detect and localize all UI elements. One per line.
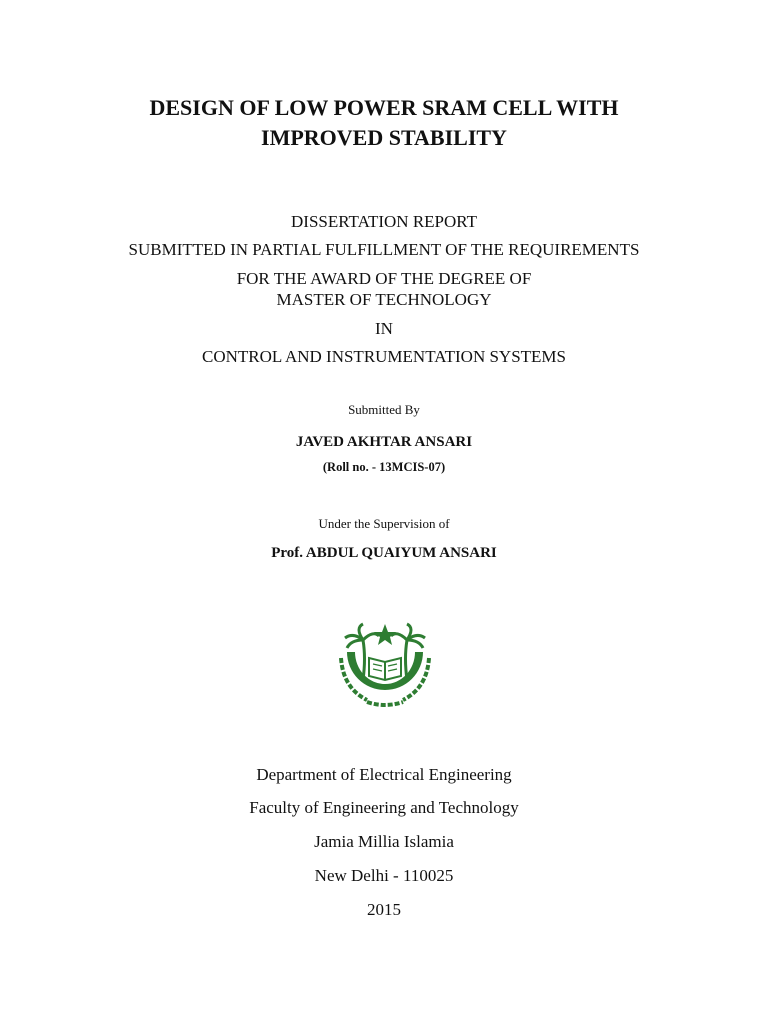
city-postcode: New Delhi - 110025 [314,866,454,885]
roll-number: (Roll no. - 13MCIS-07) [322,460,446,474]
university-name: Jamia Millia Islamia [314,832,454,851]
degree-in: IN [375,319,393,338]
degree-name: MASTER OF TECHNOLOGY [276,290,492,309]
submitted-by-label: Submitted By [348,402,420,417]
submission-year: 2015 [367,900,401,919]
degree-field: CONTROL AND INSTRUMENTATION SYSTEMS [202,347,566,366]
department-name: Department of Electrical Engineering [256,765,512,784]
report-type: DISSERTATION REPORT [291,212,477,231]
thesis-title-line-2: IMPROVED STABILITY [261,125,507,150]
faculty-name: Faculty of Engineering and Technology [249,798,519,817]
thesis-title-line-1: DESIGN OF LOW POWER SRAM CELL WITH [149,95,619,120]
supervision-label: Under the Supervision of [318,516,450,531]
supervisor-name: Prof. ABDUL QUAIYUM ANSARI [271,545,497,561]
report-purpose-line-1: SUBMITTED IN PARTIAL FULFILLMENT OF THE REQUIREMENTS [128,240,640,259]
university-emblem-icon [333,618,437,708]
report-purpose-line-2: FOR THE AWARD OF THE DEGREE OF [236,269,532,288]
student-name: JAVED AKHTAR ANSARI [295,434,473,450]
